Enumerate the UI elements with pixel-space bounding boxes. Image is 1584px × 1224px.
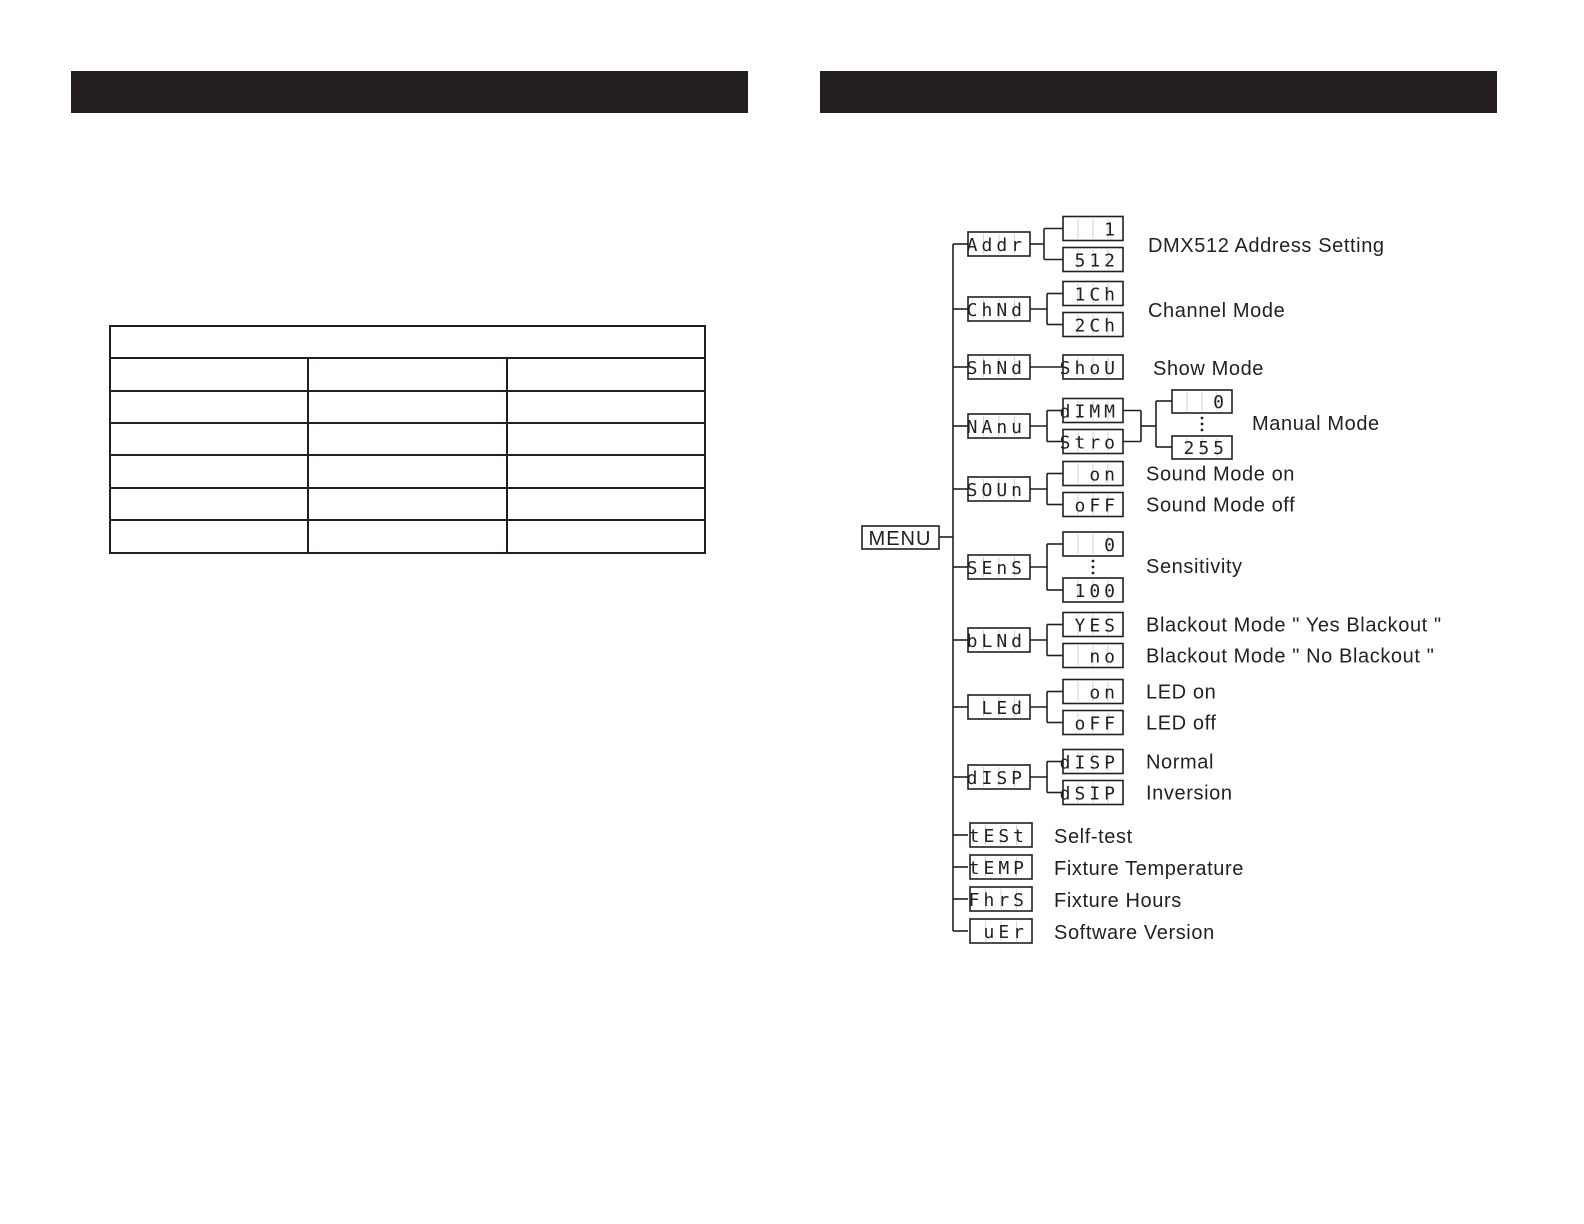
option-1-1-display-text: 2Ch [1074, 315, 1119, 337]
menu-item-soun-display-text: SOUn [966, 480, 1026, 501]
option-6-1-display-text: no [1089, 646, 1119, 668]
menu-item-shnd-display-text: ShNd [966, 358, 1026, 379]
option-7-0-label: LED on [1146, 681, 1217, 704]
option-8-1-label: Inversion [1146, 782, 1233, 805]
option-5-1-display-text: 100 [1074, 581, 1119, 602]
menu-item-uer-display-text: uEr [983, 922, 1028, 943]
option-1-0-label: Channel Mode [1148, 300, 1286, 322]
menu-item-sens-display [967, 555, 1030, 579]
option-0-0-display-text: 1 [1104, 219, 1119, 241]
option-6-1-display [1063, 644, 1123, 668]
menu-item-sens-display-text: SEnS [966, 558, 1026, 579]
menu-item-disp-display [967, 765, 1030, 789]
menu-root-box [862, 526, 939, 550]
option-5-0-display [1063, 532, 1123, 556]
option-7-1-label: LED off [1146, 712, 1217, 735]
option-4-0-display [1063, 462, 1123, 486]
option-1-0-display-text: 1Ch [1074, 284, 1119, 306]
manual-range-max-display-text: 255 [1183, 438, 1228, 459]
option-4-0-display-text: on [1089, 464, 1119, 486]
option-2-0-label: Show Mode [1153, 358, 1265, 380]
manual-mode-label: Manual Mode [1252, 413, 1380, 435]
menu-item-10-label: Fixture Temperature [1054, 858, 1244, 880]
menu-item-uer-display [970, 919, 1032, 943]
menu-item-fhrs-display [969, 887, 1032, 911]
menu-item-temp-display [969, 855, 1032, 879]
option-3-0-display [1060, 399, 1123, 423]
menu-item-disp-display-text: dISP [966, 768, 1026, 789]
option-3-1-display [1060, 430, 1123, 454]
option-0-1-display [1063, 248, 1123, 272]
option-4-1-display [1063, 493, 1123, 517]
manual-range-ellipsis [1201, 417, 1204, 432]
option-5-1-display [1063, 578, 1123, 602]
menu-item-chnd-display [967, 297, 1030, 321]
option-6-0-display-text: YES [1074, 615, 1119, 637]
menu-item-addr-display-text: Addr [966, 235, 1026, 256]
sensitivity-label: Sensitivity [1146, 556, 1243, 578]
menu-item-nanu-display-text: NAnu [966, 417, 1026, 438]
sensitivity-ellipsis [1092, 560, 1095, 575]
option-8-1-display-text: dSIP [1059, 783, 1119, 805]
option-7-1-display-text: oFF [1074, 713, 1119, 735]
option-4-0-label: Sound Mode on [1146, 463, 1296, 486]
option-3-1-display-text: Stro [1059, 432, 1119, 454]
menu-item-shnd-display [967, 355, 1030, 379]
menu-item-soun-display [967, 477, 1030, 501]
menu-item-9-label: Self-test [1054, 826, 1133, 848]
menu-item-led-display [968, 695, 1030, 719]
menu-item-12-label: Software Version [1054, 922, 1215, 944]
option-7-0-display-text: on [1089, 682, 1119, 704]
option-2-0-display-text: ShoU [1059, 358, 1119, 379]
menu-root-label: MENU [868, 528, 932, 550]
option-0-1-display-text: 512 [1074, 250, 1119, 272]
menu-item-led-display-text: LEd [981, 698, 1026, 719]
menu-item-11-label: Fixture Hours [1054, 890, 1182, 912]
option-8-1-display [1060, 781, 1123, 805]
option-7-1-display [1063, 711, 1123, 735]
menu-item-addr-display [967, 232, 1030, 256]
option-6-1-label: Blackout Mode " No Blackout " [1146, 645, 1435, 668]
option-4-1-display-text: oFF [1074, 495, 1119, 517]
option-5-0-display-text: 0 [1104, 535, 1119, 556]
menu-item-nanu-display [967, 414, 1030, 438]
option-8-0-display-text: dISP [1059, 752, 1119, 774]
menu-item-blnd-display-text: bLNd [966, 631, 1026, 652]
option-1-1-display [1063, 313, 1123, 337]
menu-item-blnd-display [967, 628, 1030, 652]
menu-item-test-display [969, 823, 1032, 847]
menu-item-chnd-display-text: ChNd [966, 300, 1026, 321]
option-0-0-label: DMX512 Address Setting [1148, 235, 1385, 257]
option-8-0-display [1060, 750, 1123, 774]
option-8-0-label: Normal [1146, 751, 1215, 774]
menu-item-temp-display-text: tEMP [968, 858, 1028, 879]
manual-range-min-display [1172, 390, 1232, 413]
option-3-0-display-text: dIMM [1059, 401, 1119, 423]
manual-range-min-display-text: 0 [1213, 392, 1228, 413]
manual-range-max-display [1172, 436, 1232, 459]
option-7-0-display [1063, 680, 1123, 704]
option-4-1-label: Sound Mode off [1146, 494, 1296, 517]
option-6-0-display [1063, 613, 1123, 637]
option-1-0-display [1063, 282, 1123, 306]
option-0-0-display [1063, 217, 1123, 241]
menu-item-test-display-text: tESt [968, 826, 1028, 847]
menu-item-fhrs-display-text: FhrS [968, 890, 1028, 911]
option-2-0-display [1060, 355, 1123, 379]
option-6-0-label: Blackout Mode " Yes Blackout " [1146, 614, 1442, 637]
